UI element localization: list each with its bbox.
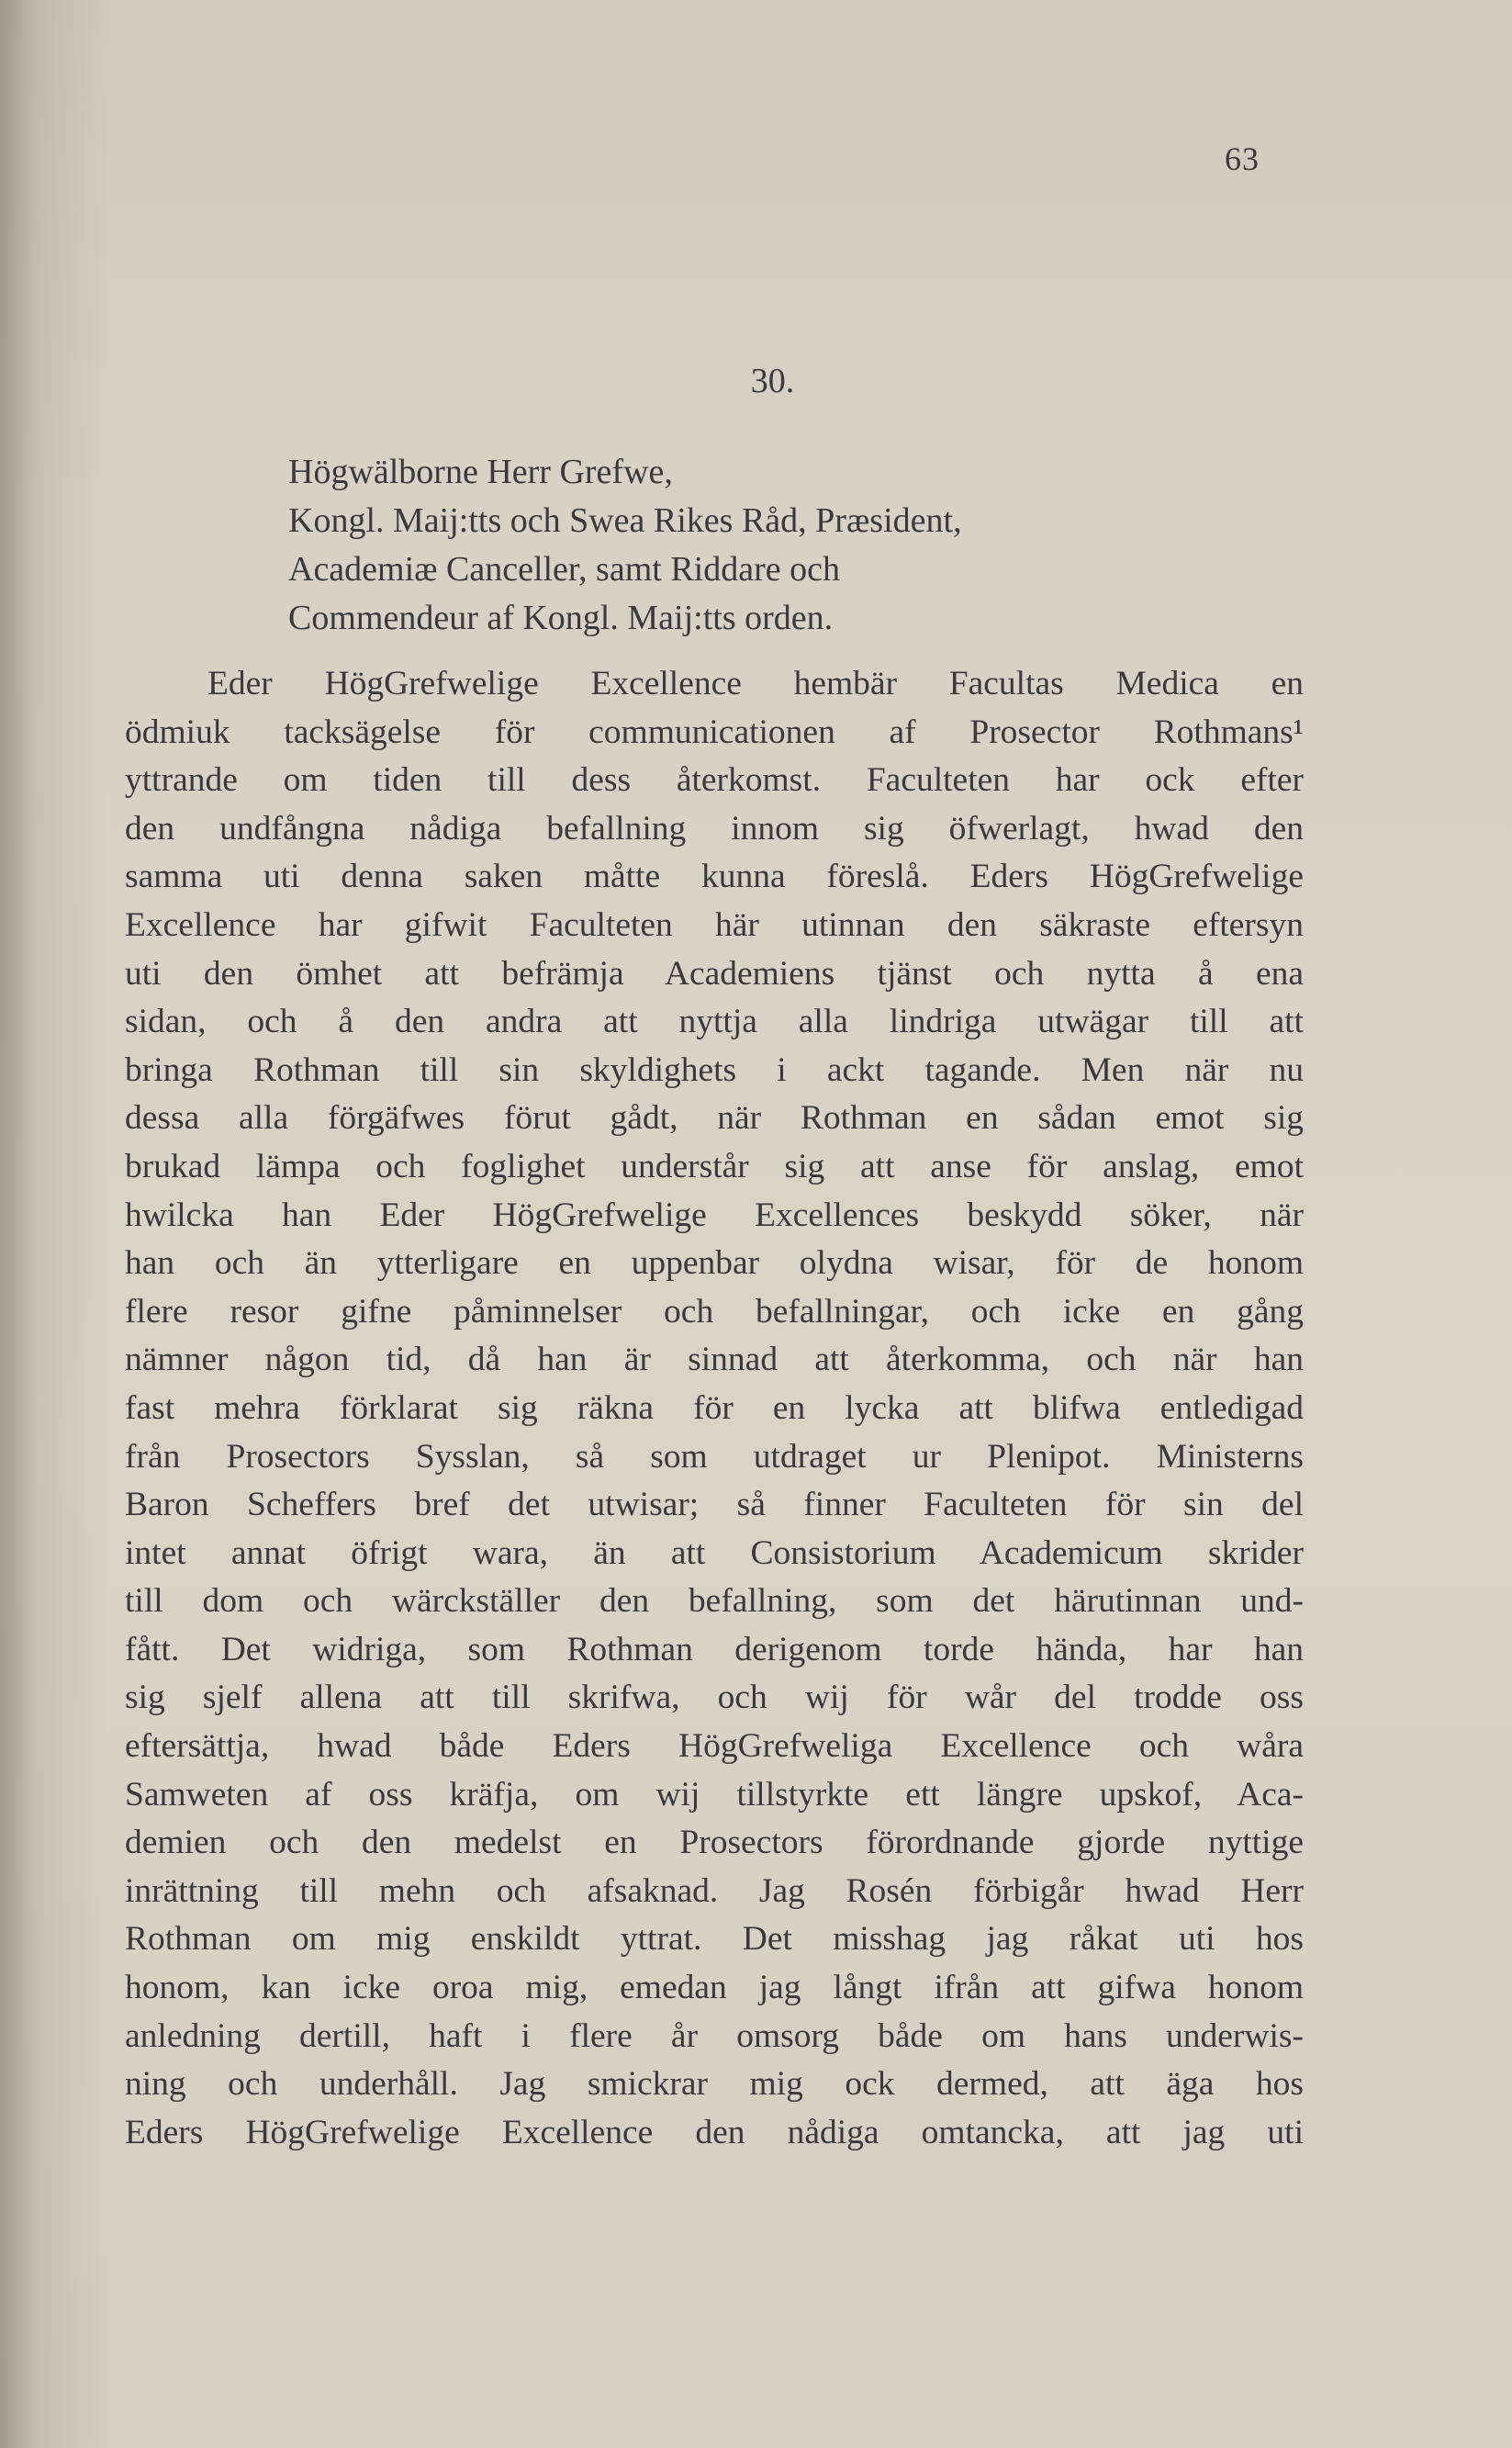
page-number: 63 [1225, 140, 1260, 177]
body-text-line: Eder HögGrefwelige Excellence hembär Facultas Medica en [207, 665, 1304, 702]
body-text-line: uti den ömhet att befrämja Academiens tjänst och nytta å ena [125, 954, 1304, 993]
body-text-line: nämner någon tid, då han är sinnad att återkomma, och när han [125, 1341, 1304, 1379]
body-text-line: Eders HögGrefwelige Excellence den nådiga omtancka, att jag uti [125, 2113, 1304, 2151]
body-text-line: flere resor gifne påminnelser och befallningar, och icke en gång [125, 1292, 1304, 1331]
body-text-line: demien och den medelst en Prosectors förordnande gjorde nyttige [125, 1824, 1304, 1862]
body-text-line: Baron Scheffers bref det utwisar; så finner Faculteten för sin del [125, 1486, 1304, 1524]
salutation-address [288, 448, 962, 643]
body-text-line: inrättning till mehn och afsaknad. Jag Rosén förbigår hwad Herr [125, 1871, 1304, 1910]
body-text-line: yttrande om tiden till dess återkomst. Faculteten har ock efter [125, 761, 1304, 800]
body-text-line: hwilcka han Eder HögGrefwelige Excellences beskydd söker, när [125, 1196, 1304, 1234]
letter-number-heading: 30. [750, 362, 795, 400]
body-text-line: brukad lämpa och foglighet understår sig att anse för anslag, emot [125, 1147, 1304, 1185]
body-text-line: eftersättja, hwad både Eders HögGrefweliga Excellence och wåra [125, 1727, 1304, 1766]
body-text-line: fått. Det widriga, som Rothman derigenom torde hända, har han [125, 1630, 1304, 1668]
body-text-line: den undfångna nådiga befallning innom sig öfwerlagt, hwad den [125, 809, 1304, 848]
body-text-line: Excellence har gifwit Faculteten här utinnan den säkraste eftersyn [125, 905, 1304, 944]
body-text-line: sig sjelf allena att till skrifwa, och wij för wår del trodde oss [125, 1679, 1304, 1717]
address-line: Kongl. Maij:tts och Swea Rikes Råd, Præsident, [288, 501, 962, 540]
letter-body [125, 660, 1304, 2157]
address-line: Högwälborne Herr Grefwe, [288, 453, 673, 491]
body-text-line: intet annat öfrigt wara, än att Consistorium Academicum skrider [125, 1533, 1304, 1572]
body-text-line: honom, kan icke oroa mig, emedan jag långt ifrån att gifwa honom [125, 1969, 1304, 2007]
address-line: Commendeur af Kongl. Maij:tts orden. [288, 599, 834, 637]
body-text-line: till dom och wärckställer den befallning, som det härutinnan und- [125, 1582, 1304, 1621]
address-line: Academiæ Canceller, samt Riddare och [288, 550, 840, 589]
body-text-line: Rothman om mig enskildt yttrat. Det misshag jag råkat uti hos [125, 1920, 1304, 1959]
body-text-line: ödmiuk tacksägelse för communicationen af Prosector Rothmans¹ [125, 713, 1304, 751]
body-text-line: Samweten af oss kräfja, om wij tillstyrkte ett längre upskof, Aca- [125, 1775, 1304, 1814]
body-text-line: fast mehra förklarat sig räkna för en lycka att blifwa entledigad [125, 1388, 1304, 1427]
body-text-line: samma uti denna saken måtte kunna föreslå. Eders HögGrefwelige [125, 858, 1304, 896]
body-text-line: han och än ytterligare en uppenbar olydna wisar, för de honom [125, 1244, 1304, 1283]
body-text-line: sidan, och å den andra att nyttja alla lindriga utwägar till att [125, 1003, 1304, 1041]
body-text-line: anledning dertill, haft i flere år omsorg både om hans underwis- [125, 2016, 1304, 2055]
body-text-line: ning och underhåll. Jag smickrar mig ock dermed, att äga hos [125, 2065, 1304, 2104]
body-text-line: dessa alla förgäfwes förut gådt, när Rothman en sådan emot sig [125, 1099, 1304, 1138]
body-text-line: från Prosectors Sysslan, så som utdraget ur Plenipot. Ministerns [125, 1437, 1304, 1476]
body-text-line: bringa Rothman till sin skyldighets i ackt tagande. Men när nu [125, 1050, 1304, 1089]
